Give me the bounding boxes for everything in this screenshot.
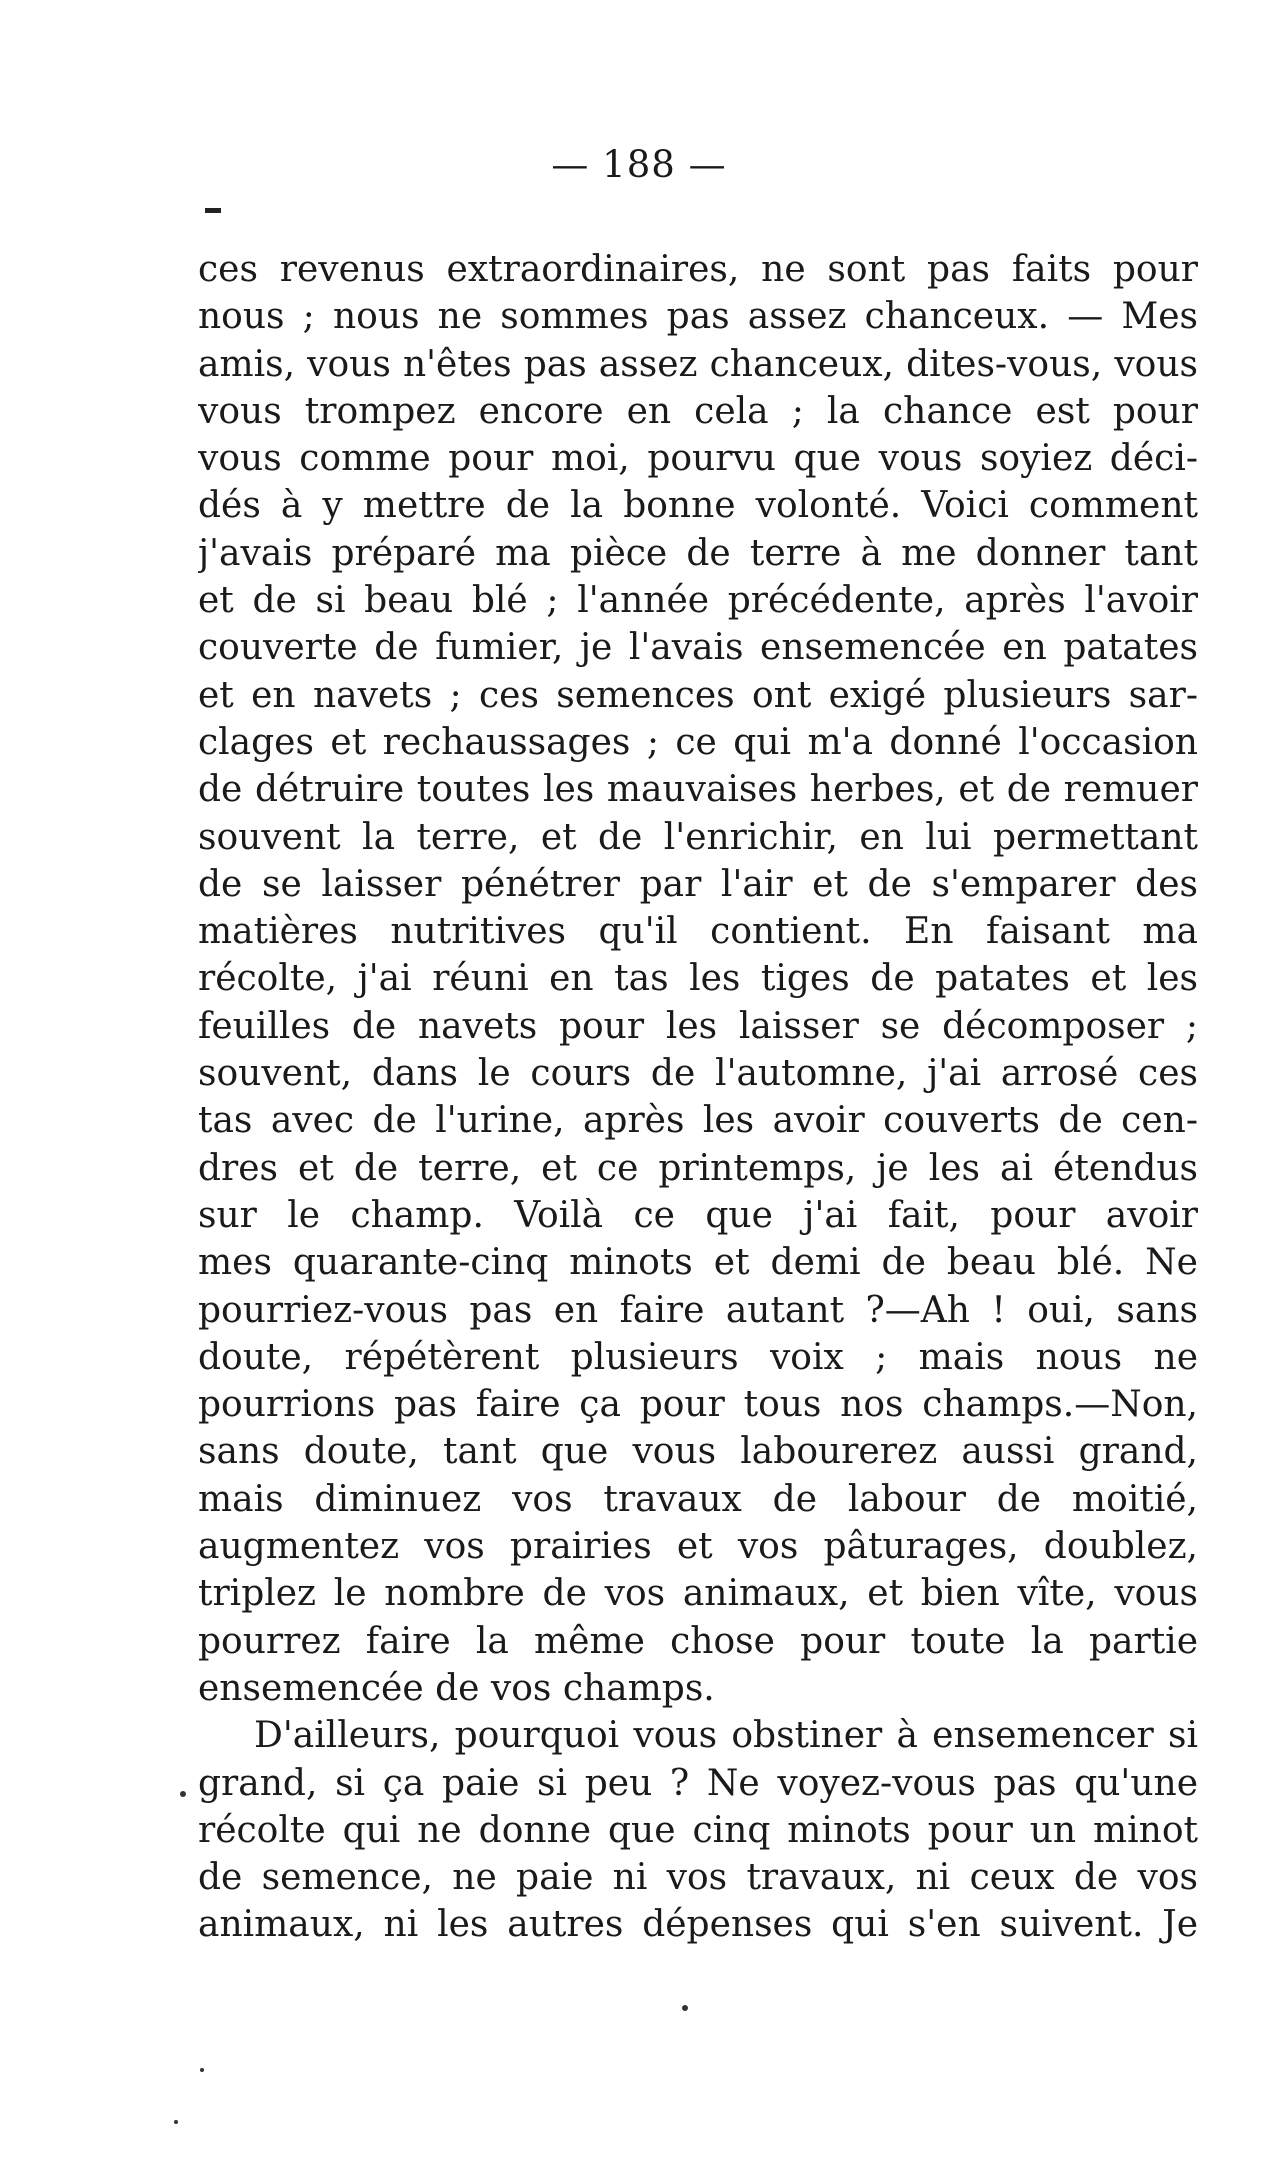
margin-speck xyxy=(200,2068,204,2072)
text-line: mais diminuez vos travaux de labour de moitié, xyxy=(198,1478,1198,1520)
margin-speck xyxy=(682,2005,688,2011)
page-body xyxy=(198,246,1198,1949)
text-line: sans doute, tant que vous labourerez aussi grand, xyxy=(198,1431,1198,1473)
text-line: souvent, dans le cours de l'automne, j'ai arrosé ces xyxy=(198,1053,1198,1095)
text-line: vous trompez encore en cela ; la chance est pour xyxy=(198,390,1198,432)
text-line: de détruire toutes les mauvaises herbes, et de remuer xyxy=(198,769,1198,811)
text-line: souvent la terre, et de l'enrichir, en lui permettant xyxy=(198,816,1198,858)
text-line: vous comme pour moi, pourvu que vous soyiez déci- xyxy=(198,438,1198,480)
text-line: dés à y mettre de la bonne volonté. Voici comment xyxy=(198,485,1198,527)
text-line: D'ailleurs, pourquoi vous obstiner à ensemencer si xyxy=(254,1715,1198,1757)
text-line: grand, si ça paie si peu ? Ne voyez-vous pas qu'une xyxy=(198,1762,1198,1804)
text-line: matières nutritives qu'il contient. En faisant ma xyxy=(198,911,1198,953)
text-line: couverte de fumier, je l'avais ensemencée en patates xyxy=(198,627,1198,669)
text-line: doute, répétèrent plusieurs voix ; mais nous ne xyxy=(198,1336,1198,1378)
text-line: clages et rechaussages ; ce qui m'a donné l'occasion xyxy=(198,721,1198,763)
text-line: de semence, ne paie ni vos travaux, ni ceux de vos xyxy=(198,1857,1198,1899)
text-line: augmentez vos prairies et vos pâturages, doublez, xyxy=(198,1526,1198,1568)
text-line: ces revenus extraordinaires, ne sont pas faits pour xyxy=(198,249,1198,290)
text-line: pourrions pas faire ça pour tous nos champs.—Non, xyxy=(198,1384,1198,1426)
text-line: triplez le nombre de vos animaux, et bien vîte, vous xyxy=(198,1573,1198,1615)
text-line: et de si beau blé ; l'année précédente, après l'avoir xyxy=(198,580,1198,622)
text-line: ensemencée de vos champs. xyxy=(198,1667,715,1709)
text-line: j'avais préparé ma pièce de terre à me donner tant xyxy=(198,532,1198,574)
paragraph-1 xyxy=(198,246,1198,1712)
text-line: feuilles de navets pour les laisser se décomposer ; xyxy=(198,1005,1198,1047)
margin-speck xyxy=(180,1791,186,1797)
text-line: amis, vous n'êtes pas assez chanceux, dites-vous, vous xyxy=(198,343,1198,385)
text-line: pourriez-vous pas en faire autant ?—Ah ! oui, sans xyxy=(198,1289,1198,1331)
text-line: mes quarante-cinq minots et demi de beau blé. Ne xyxy=(198,1242,1198,1284)
text-line: dres et de terre, et ce printemps, je les ai étendus xyxy=(198,1147,1198,1189)
text-line: pourrez faire la même chose pour toute la partie xyxy=(198,1620,1198,1662)
text-line: de se laisser pénétrer par l'air et de s'emparer des xyxy=(198,863,1198,905)
print-mark xyxy=(205,208,221,213)
paragraph-2 xyxy=(198,1712,1198,1948)
text-line: récolte, j'ai réuni en tas les tiges de patates et les xyxy=(198,958,1198,1000)
text-line: tas avec de l'urine, après les avoir couverts de cen- xyxy=(198,1100,1198,1142)
text-line: et en navets ; ces semences ont exigé plusieurs sar- xyxy=(198,674,1198,716)
margin-speck xyxy=(174,2120,178,2124)
text-line: récolte qui ne donne que cinq minots pour un minot xyxy=(198,1809,1198,1851)
text-line: nous ; nous ne sommes pas assez chanceux. — Mes xyxy=(198,296,1198,338)
text-line: animaux, ni les autres dépenses qui s'en suivent. Je xyxy=(198,1904,1198,1946)
text-line: sur le champ. Voilà ce que j'ai fait, pour avoir xyxy=(198,1194,1198,1236)
page-number: — 188 — xyxy=(551,143,727,186)
